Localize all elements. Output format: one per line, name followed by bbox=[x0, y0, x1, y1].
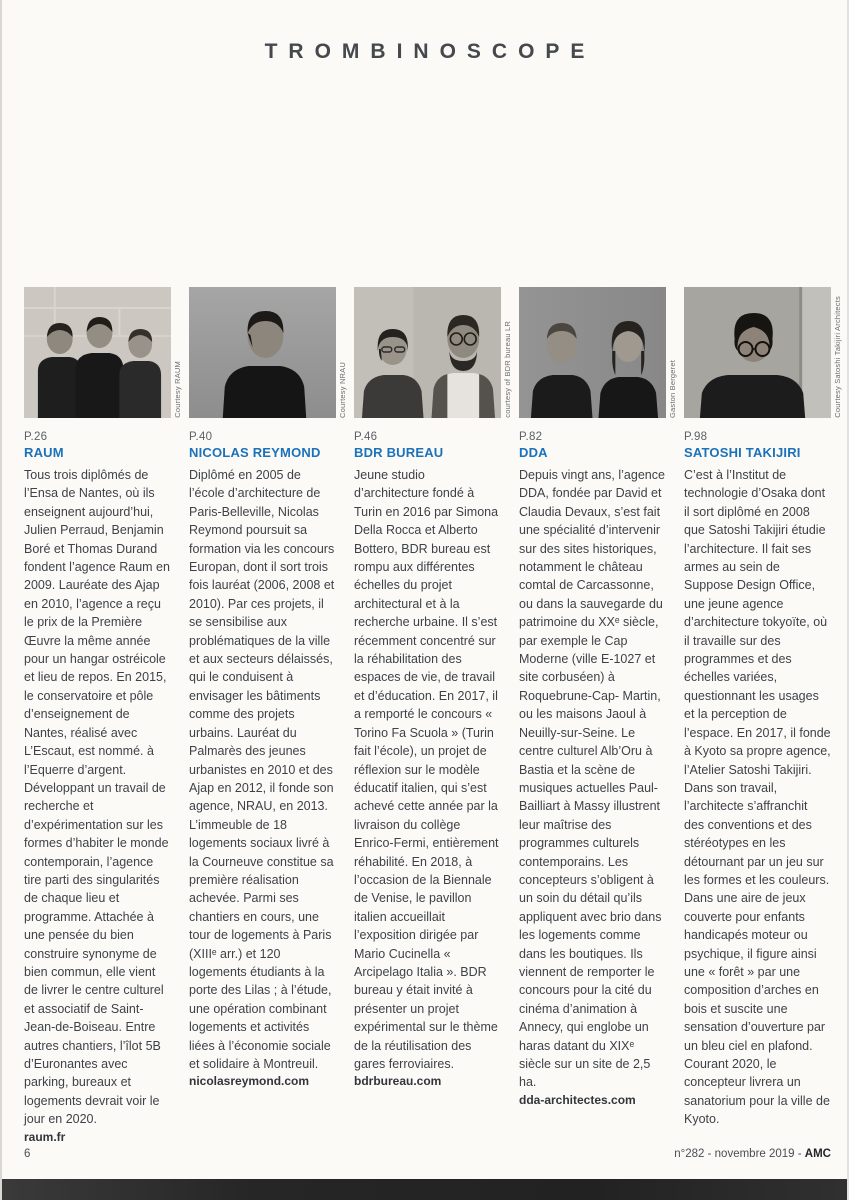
page-ref: P.82 bbox=[519, 431, 543, 443]
photo-credit: Courtesy RAUM bbox=[173, 361, 182, 418]
profile-bio: C’est à l’Institut de technologie d’Osaka dont il sort diplômé en 2008 que Satoshi Takijiri étudie l’architecture. Il fait ses armes au sein de Suppose Design Office, une jeune agence d’architecture tokyoïte, où il travaille sur des programmes et des échelles variées, questionnant les usages et la perception de l’espace. En 2017, il fonde à Kyoto sa propre agence, l’Atelier Satoshi Takijiri. Dans son travail, l’architecte s’affranchit des conventions et des stéréotypes en les détournant par un jeu sur les formes et les couleurs. Dans une aire de jeux couverte pour enfants handicapés moteur ou psychique, il figure ainsi une « forêt » par une composition d’arches en bois et suscite une sensation d’ouverture par un bleu ciel en plafond. Courant 2020, le concepteur livrera un sanatorium pour la ville de Kyoto. bbox=[684, 468, 831, 1127]
portrait-photo bbox=[24, 287, 171, 418]
profile-website: bdrbureau.com bbox=[354, 1074, 442, 1089]
profile-name: DDA bbox=[519, 445, 548, 460]
portrait-photo bbox=[684, 287, 831, 418]
footer-issue-line bbox=[674, 1148, 831, 1160]
photo-credit: Courtesy NRAU bbox=[338, 362, 347, 418]
page-ref: P.98 bbox=[684, 431, 708, 443]
profile-name: RAUM bbox=[24, 445, 64, 460]
profile-bio: Depuis vingt ans, l’agence DDA, fondée par David et Claudia Devaux, s’est fait une spécialité d’intervenir sur des sites historiques, notamment le château comtal de Carcassonne, ou dans la sauvegarde du patrimoine du XXᵉ siècle, par exemple le Cap Moderne (ville E-1027 et site corbuséen) à Roquebrune-Cap- Martin, ou les maisons Jaoul à Neuilly-sur-Seine. Le centre culturel Alb’Oru à Bastia et la scène de musiques actuelles Paul-Bailliart à Massy illustrent leur maîtrise des programmes culturels contemporains. Les concepteurs s’obligent à un soin du détail qu’ils appliquent avec brio dans les logements comme dans les boutiques. Ils viennent de remporter le concours pour la cité du cinéma d’animation à Annecy, qui englobe un haras datant du XIXᵉ siècle sur un site de 2,5 ha. bbox=[519, 468, 665, 1090]
photo-credit: Courtesy Satoshi Takijiri Architects bbox=[833, 296, 842, 418]
portrait-photo-dda bbox=[519, 287, 677, 418]
portrait-photo-nicolas-reymond bbox=[189, 287, 347, 418]
profile-nicolas-reymond bbox=[189, 287, 347, 1144]
profile-bdr-bureau bbox=[354, 287, 512, 1144]
profile-name: BDR BUREAU bbox=[354, 445, 444, 460]
profile-bio: Jeune studio d’architecture fondé à Turin en 2016 par Simona Della Rocca et Alberto Bottero, BDR bureau est rompu aux différentes échelles du projet architectural et à la recherche urbaine. Il s’est récemment concentré sur la réhabilitation des espaces de vie, de travail et d’éducation. En 2017, il a remporté le concours « Torino Fa Scuola » (Turin fait l’école), un projet de réflexion sur le modèle éducatif italien, qui s’est achevé cette année par la livraison du collège Enrico-Fermi, entièrement réhabilité. En 2018, à l’occasion de la Biennale de Venise, le pavillon italien accueillait l’exposition dirigée par Mario Cucinella « Arcipelago Italia ». BDR bureau y était invité à présenter un projet expérimental sur le thème de la réutilisation des gares ferroviaires. bbox=[354, 468, 499, 1071]
portrait-photo-raum bbox=[24, 287, 182, 418]
profile-dda bbox=[519, 287, 677, 1144]
scan-bottom-edge bbox=[2, 1179, 847, 1200]
photo-credit: courtesy of BDR bureau LR bbox=[503, 321, 512, 418]
profile-raum bbox=[24, 287, 182, 1144]
profile-name: NICOLAS REYMOND bbox=[189, 445, 321, 460]
photo-credit: Gaston Bergeret bbox=[668, 359, 677, 418]
page-title: TROMBINOSCOPE bbox=[264, 40, 596, 63]
profile-website: dda-architectes.com bbox=[519, 1092, 636, 1107]
profile-bio: Diplômé en 2005 de l’école d’architecture de Paris-Belleville, Nicolas Reymond poursuit sa formation via les concours Europan, dont il sort trois fois lauréat (2006, 2008 et 2010). Par ces projets, il se sensibilise aux problématiques de la ville et aux secteurs délaissés, qui le conduisent à envisager les bâtiments comme des projets urbains. Lauréat du Palmarès des jeunes urbanistes en 2010 et des Ajap en 2012, il fonde son agence, NRAU, en 2013. L’immeuble de 18 logements sociaux livré à la Courneuve constitue sa première réalisation achevée. Parmi ses chantiers en cours, une tour de logements à Paris (XIIIᵉ arr.) et 120 logements étudiants à la porte des Lilas ; à l’étude, une opération combinant logements et activités liées à l’économie sociale et solidaire à Montreuil. bbox=[189, 468, 335, 1071]
profile-name: SATOSHI TAKIJIRI bbox=[684, 445, 801, 460]
footer-page-number: 6 bbox=[24, 1148, 31, 1160]
portrait-photo-bdr-bureau bbox=[354, 287, 512, 418]
page-ref: P.26 bbox=[24, 431, 48, 443]
page-footer bbox=[24, 1148, 831, 1160]
profile-website: raum.fr bbox=[24, 1129, 66, 1144]
profile-satoshi-takijiri bbox=[684, 287, 842, 1144]
footer-issue-info: n°282 - novembre 2019 - bbox=[674, 1148, 805, 1160]
profile-website: nicolasreymond.com bbox=[189, 1074, 310, 1089]
page-ref: P.46 bbox=[354, 431, 378, 443]
portrait-photo bbox=[189, 287, 336, 418]
portrait-photo-satoshi-takijiri bbox=[684, 287, 842, 418]
portrait-photo bbox=[519, 287, 666, 418]
portrait-photo bbox=[354, 287, 501, 418]
profile-bio: Tous trois diplômés de l’Ensa de Nantes, où ils enseignent aujourd’hui, Julien Perraud, Benjamin Boré et Thomas Durand fondent l’agence Raum en 2009. Lauréate des Ajap en 2010, l’agence a reçu le prix de la Première Œuvre la même année pour un hangar ostréicole et lieu de repos. En 2015, le conservatoire et pôle d’enseignement de Nantes, réalisé avec L’Escaut, est nommé. à l’Equerre d’argent. Développant un travail de recherche et d’expérimentation sur les formes d’habiter le monde contemporain, l’agence tire parti des singularités de chaque lieu et programme. Attachée à une pensée du bien construire synonyme de bien commun, elle vient de livrer le centre culturel et associatif de Saint-Jean-de-Boiseau. Entre autres chantiers, l’îlot 5B d’Euronantes avec parking, bureaux et logements devrait voir le jour en 2020. bbox=[24, 468, 170, 1127]
profile-columns bbox=[24, 287, 842, 1144]
magazine-logo: AMC bbox=[804, 1148, 831, 1160]
page-ref: P.40 bbox=[189, 431, 213, 443]
